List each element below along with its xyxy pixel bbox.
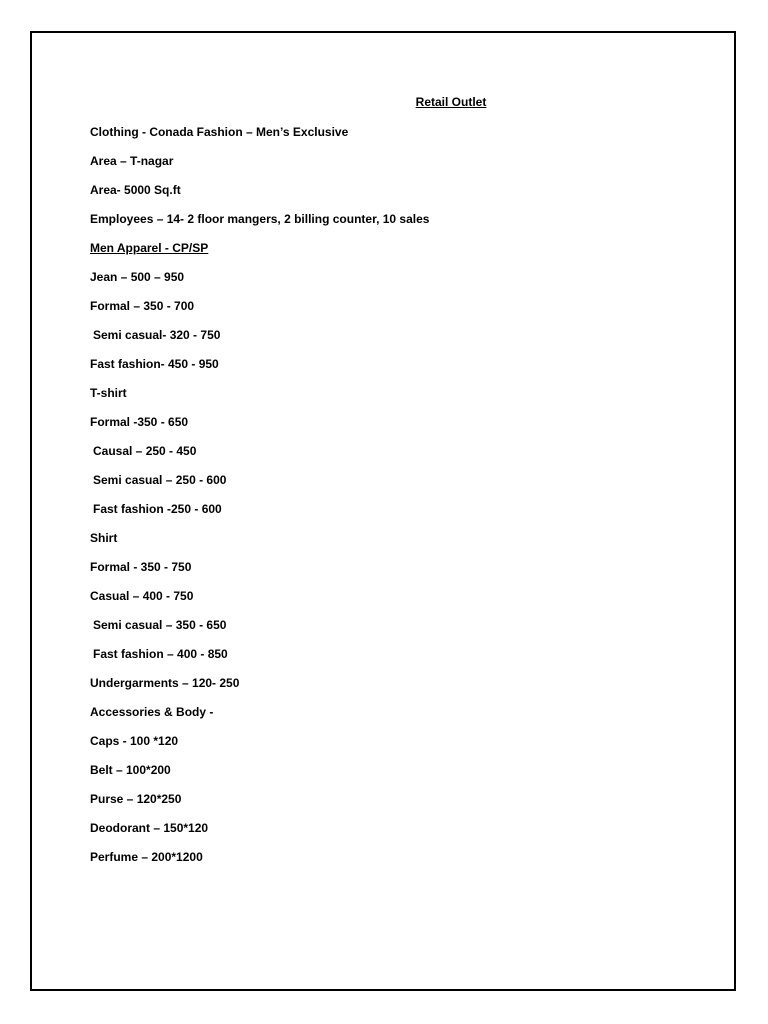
line-shirt-formal: Formal - 350 - 750 <box>90 560 192 574</box>
line-tshirt-fast-fashion: Fast fashion -250 - 600 <box>93 502 222 516</box>
line-belt: Belt – 100*200 <box>90 763 171 777</box>
line-deodorant: Deodorant – 150*120 <box>90 821 209 835</box>
line-tshirt-semi-casual: Semi casual – 250 - 600 <box>93 473 227 487</box>
line-area-size: Area- 5000 Sq.ft <box>90 183 181 197</box>
line-tshirt-formal: Formal -350 - 650 <box>90 415 189 429</box>
line-undergarments: Undergarments – 120- 250 <box>90 676 240 690</box>
line-clothing: Clothing - Conada Fashion – Men’s Exclusive <box>90 125 349 139</box>
line-shirt-fast-fashion: Fast fashion – 400 - 850 <box>93 647 228 661</box>
line-fast-fashion: Fast fashion- 450 - 950 <box>90 357 219 371</box>
line-purse: Purse – 120*250 <box>90 792 182 806</box>
section-heading-men-apparel: Men Apparel - CP/SP <box>90 241 209 255</box>
line-area-location: Area – T-nagar <box>90 154 174 168</box>
line-shirt-casual: Casual – 400 - 750 <box>90 589 194 603</box>
line-caps: Caps - 100 *120 <box>90 734 179 748</box>
section-heading-tshirt: T-shirt <box>90 386 127 400</box>
document-title: Retail Outlet <box>415 95 487 109</box>
section-heading-shirt: Shirt <box>90 531 118 545</box>
line-perfume: Perfume – 200*1200 <box>90 850 203 864</box>
line-formal: Formal – 350 - 700 <box>90 299 195 313</box>
document-page <box>30 31 736 991</box>
section-heading-accessories: Accessories & Body - <box>90 705 214 719</box>
line-employees: Employees – 14- 2 floor mangers, 2 billing counter, 10 sales <box>90 212 430 226</box>
line-shirt-semi-casual: Semi casual – 350 - 650 <box>93 618 227 632</box>
line-jean: Jean – 500 – 950 <box>90 270 185 284</box>
line-tshirt-casual: Causal – 250 - 450 <box>93 444 197 458</box>
line-semi-casual: Semi casual- 320 - 750 <box>93 328 221 342</box>
